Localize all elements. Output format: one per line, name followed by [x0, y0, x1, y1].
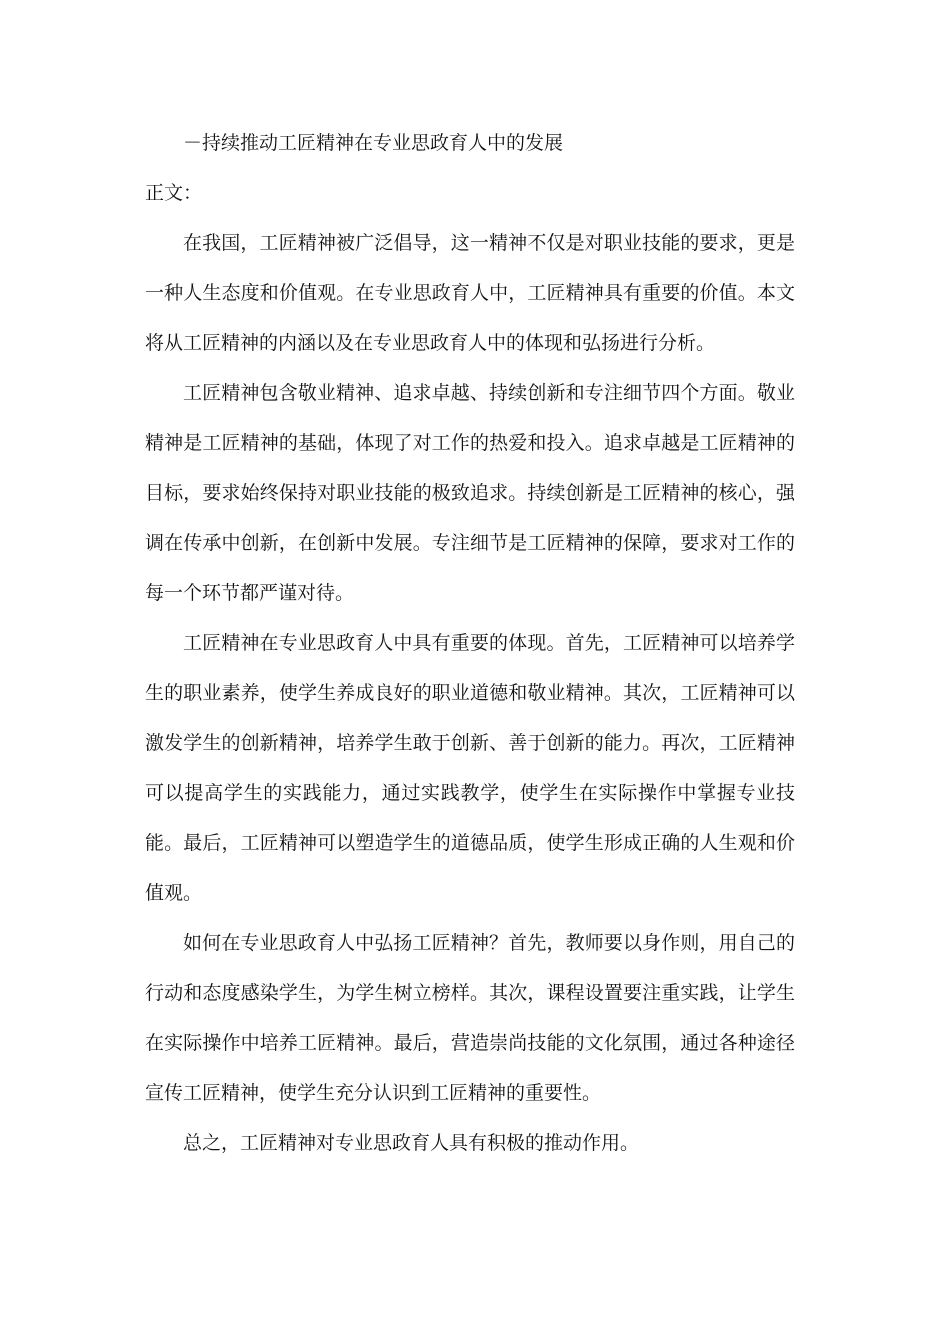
paragraph-intro: 在我国，工匠精神被广泛倡导，这一精神不仅是对职业技能的要求，更是一种人生态度和价值观。在专业思政育人中，工匠精神具有重要的价值。本文将从工匠精神的内涵以及在专业思政育人中的体现和弘扬进行分析。: [145, 232, 795, 354]
body-label: 正文：: [145, 182, 203, 204]
paragraph-embodiment: 工匠精神在专业思政育人中具有重要的体现。首先，工匠精神可以培养学生的职业素养，使学生养成良好的职业道德和敬业精神。其次，工匠精神可以激发学生的创新精神，培养学生敢于创新、善于创新的能力。再次，工匠精神可以提高学生的实践能力，通过实践教学，使学生在实际操作中掌握专业技能。最后，工匠精神可以塑造学生的道德品质，使学生形成正确的人生观和价值观。: [145, 632, 795, 904]
document-page: [145, 118, 795, 1168]
paragraph-conclusion: 总之，工匠精神对专业思政育人具有积极的推动作用。: [183, 1132, 640, 1154]
paragraph-connotation: 工匠精神包含敬业精神、追求卓越、持续创新和专注细节四个方面。敬业精神是工匠精神的基础，体现了对工作的热爱和投入。追求卓越是工匠精神的目标，要求始终保持对职业技能的极致追求。持续创新是工匠精神的核心，强调在传承中创新，在创新中发展。专注细节是工匠精神的保障，要求对工作的每一个环节都严谨对待。: [145, 382, 795, 604]
paragraph-promotion: 如何在专业思政育人中弘扬工匠精神？首先，教师要以身作则，用自己的行动和态度感染学生，为学生树立榜样。其次，课程设置要注重实践，让学生在实际操作中培养工匠精神。最后，营造崇尚技能的文化氛围，通过各种途径宣传工匠精神，使学生充分认识到工匠精神的重要性。: [145, 932, 795, 1104]
document-subtitle: －持续推动工匠精神在专业思政育人中的发展: [183, 132, 564, 154]
